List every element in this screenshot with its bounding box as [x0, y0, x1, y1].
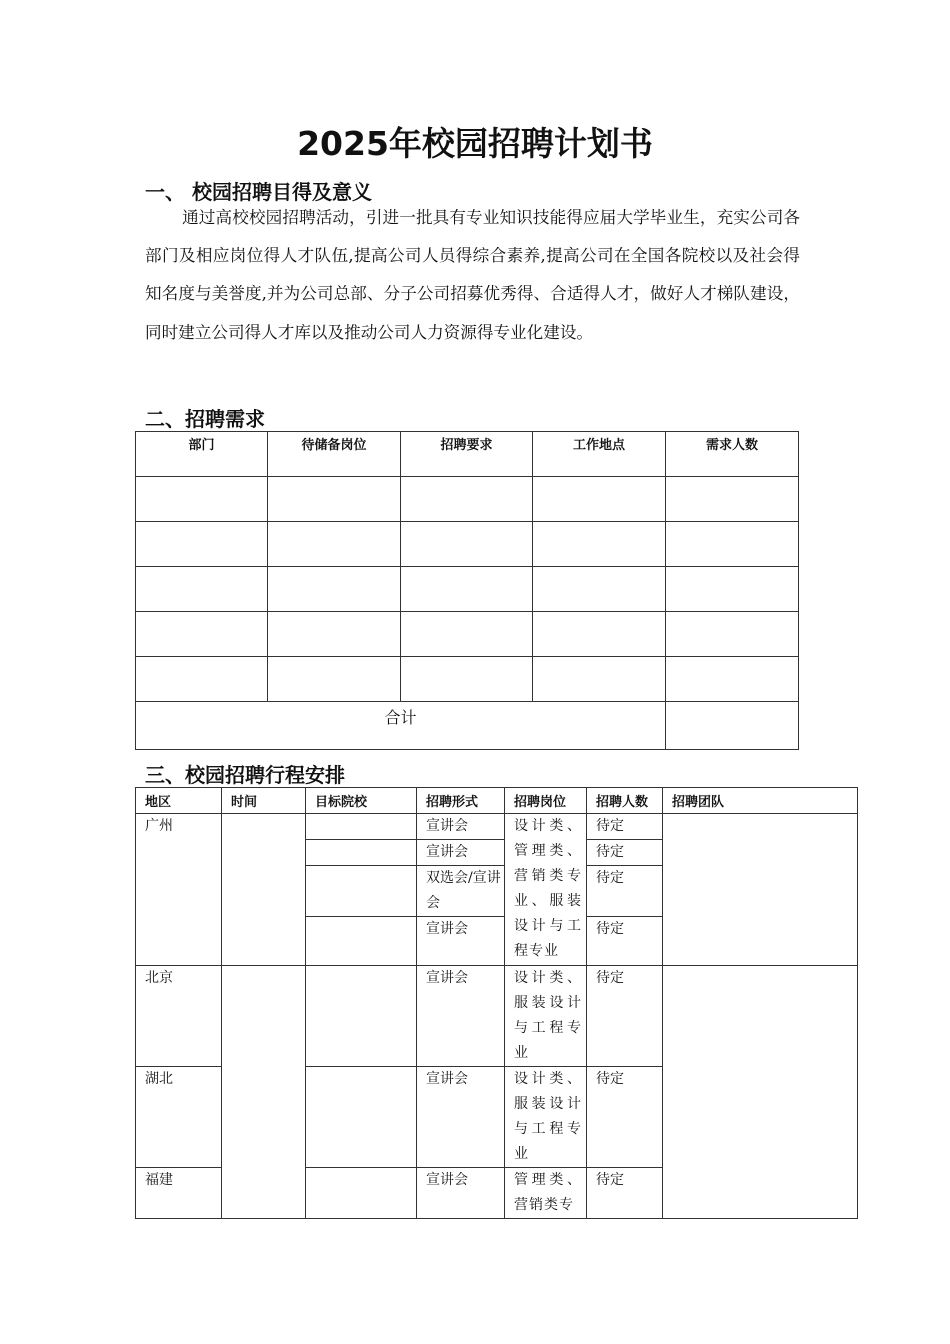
table-cell [401, 477, 533, 522]
header-target-schools: 目标院校 [306, 788, 417, 814]
position-cell: 设计类、服装设计与工程专业 [505, 1067, 587, 1168]
region-cell: 湖北 [136, 1067, 222, 1168]
recruitment-schedule-table [135, 787, 858, 1219]
count-cell: 待定 [587, 840, 663, 866]
time-cell [222, 966, 306, 1219]
total-value-cell [666, 702, 799, 750]
table-cell [136, 522, 268, 567]
table-cell [533, 612, 666, 657]
header-headcount: 需求人数 [666, 432, 799, 477]
team-cell [663, 814, 858, 966]
format-cell: 宣讲会 [417, 966, 505, 1067]
position-cell: 管理类、营销类专 [505, 1168, 587, 1219]
table-cell [268, 522, 401, 567]
recruitment-demand-table [135, 431, 799, 750]
header-location: 工作地点 [533, 432, 666, 477]
header-position: 待储备岗位 [268, 432, 401, 477]
table-row [136, 567, 799, 612]
table-cell [666, 522, 799, 567]
header-team: 招聘团队 [663, 788, 858, 814]
table-cell [136, 567, 268, 612]
table-header-row [136, 432, 799, 477]
format-cell: 宣讲会 [417, 1168, 505, 1219]
header-headcount: 招聘人数 [587, 788, 663, 814]
format-cell: 宣讲会 [417, 840, 505, 866]
table-cell [268, 567, 401, 612]
header-department: 部门 [136, 432, 268, 477]
section3-heading: 三、校园招聘行程安排 [145, 763, 345, 787]
table-row [136, 657, 799, 702]
school-cell [306, 1067, 417, 1168]
position-cell: 设计类、服装设计与工程专业 [505, 966, 587, 1067]
header-requirements: 招聘要求 [401, 432, 533, 477]
school-cell [306, 1168, 417, 1219]
header-format: 招聘形式 [417, 788, 505, 814]
document-title: 2025年校园招聘计划书 [297, 124, 653, 163]
table-cell [268, 477, 401, 522]
table-cell [268, 657, 401, 702]
table-cell [268, 612, 401, 657]
table-cell [136, 477, 268, 522]
count-cell: 待定 [587, 1067, 663, 1168]
table-total-row [136, 702, 799, 750]
section1-heading: 一、 校园招聘目得及意义 [145, 180, 372, 204]
table-cell [666, 477, 799, 522]
table-row [136, 814, 858, 840]
school-cell [306, 966, 417, 1067]
table-cell [401, 612, 533, 657]
time-cell [222, 814, 306, 966]
school-cell [306, 917, 417, 966]
table-cell [401, 657, 533, 702]
format-cell: 宣讲会 [417, 1067, 505, 1168]
count-cell: 待定 [587, 966, 663, 1067]
table-cell [401, 522, 533, 567]
section1-paragraph [145, 199, 800, 352]
table-header-row [136, 788, 858, 814]
total-label: 合计 [136, 702, 666, 750]
table-cell [666, 567, 799, 612]
table-cell [666, 657, 799, 702]
team-cell [663, 966, 858, 1219]
format-cell: 宣讲会 [417, 917, 505, 966]
table-cell [533, 567, 666, 612]
table-row [136, 522, 799, 567]
region-cell: 北京 [136, 966, 222, 1067]
paragraph-text: 通过高校校园招聘活动，引进一批具有专业知识技能得应届大学毕业生，充实公司各部门及相应岗位得人才队伍,提高公司人员得综合素养,提高公司在全国各院校以及社会得知名度与美誉度,并为公司总部、分子公司招募优秀得、合适得人才，做好人才梯队建设，同时建立公司得人才库以及推动公司人力资源得专业化建设。 [145, 208, 800, 342]
region-cell: 广州 [136, 814, 222, 966]
table-cell [136, 657, 268, 702]
format-cell: 双选会/宣讲会 [417, 866, 505, 917]
section2-heading: 二、招聘需求 [145, 407, 265, 431]
school-cell [306, 814, 417, 840]
table-row [136, 477, 799, 522]
header-position: 招聘岗位 [505, 788, 587, 814]
table-cell [533, 522, 666, 567]
count-cell: 待定 [587, 866, 663, 917]
header-time: 时间 [222, 788, 306, 814]
school-cell [306, 840, 417, 866]
header-region: 地区 [136, 788, 222, 814]
table-row [136, 966, 858, 1067]
region-cell: 福建 [136, 1168, 222, 1219]
table-cell [136, 612, 268, 657]
count-cell: 待定 [587, 814, 663, 840]
format-cell: 宣讲会 [417, 814, 505, 840]
count-cell: 待定 [587, 917, 663, 966]
school-cell [306, 866, 417, 917]
table-cell [533, 657, 666, 702]
table-cell [666, 612, 799, 657]
table-row [136, 612, 799, 657]
count-cell: 待定 [587, 1168, 663, 1219]
position-cell: 设计类、管理类、营销类专业、服装设计与工程专业 [505, 814, 587, 966]
table-cell [533, 477, 666, 522]
table-cell [401, 567, 533, 612]
